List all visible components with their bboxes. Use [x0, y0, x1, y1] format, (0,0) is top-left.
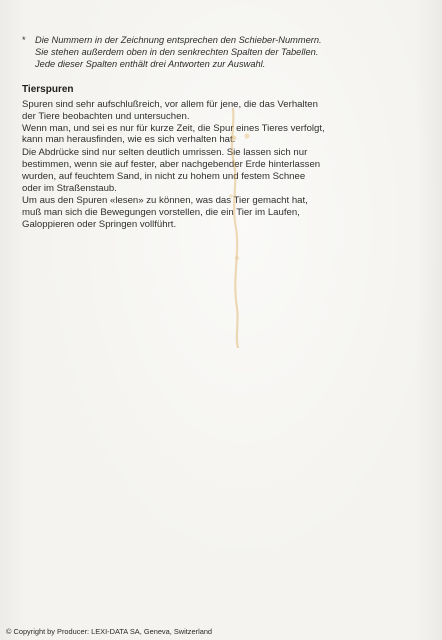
footnote-block: [22, 34, 422, 70]
text-line: Die Abdrücke sind nur selten deutlich umrissen. Sie lassen sich nur: [22, 147, 308, 159]
footnote-marker: *: [22, 35, 26, 45]
footnote-line: Sie stehen außerdem oben in den senkrechten Spalten der Tabellen.: [35, 47, 319, 57]
paragraph: [22, 147, 422, 194]
text-line: Wenn man, und sei es nur für kurze Zeit, die Spur eines Tieres verfolgt,: [22, 122, 325, 134]
paragraph: [22, 195, 422, 230]
copyright-footer: © Copyright by Producer: LEXI-DATA SA, Geneva, Switzerland: [6, 627, 213, 636]
text-line: bestimmen, wenn sie auf fester, aber nachgebender Erde hinterlassen: [22, 158, 321, 170]
text-line: wurden, auf feuchtem Sand, in nicht zu hohem und festem Schnee: [22, 170, 306, 182]
text-line: oder im Straßenstaub.: [22, 182, 117, 194]
text-line: muß man sich die Bewegungen vorstellen, die ein Tier im Laufen,: [22, 207, 300, 219]
footnote-lines: [35, 34, 422, 70]
section-heading: Tierspuren: [22, 84, 74, 95]
text-line: Galoppieren oder Springen vollführt.: [22, 218, 177, 230]
text-line: der Tiere beobachten und untersuchen.: [22, 110, 190, 122]
footnote-line: Die Nummern in der Zeichnung entsprechen den Schieber-Nummern.: [35, 35, 322, 45]
footnote-line: Jede dieser Spalten enthält drei Antworten zur Auswahl.: [35, 59, 266, 69]
section-body: [22, 99, 422, 232]
text-line: Spuren sind sehr aufschlußreich, vor allem für jene, die das Verhalten: [22, 99, 318, 110]
paragraph: [22, 99, 422, 146]
text-line: kann man herausfinden, wie es sich verhalten hat.: [22, 134, 236, 146]
text-line: Um aus den Spuren «lesen» zu können, was das Tier gemacht hat,: [22, 195, 308, 207]
